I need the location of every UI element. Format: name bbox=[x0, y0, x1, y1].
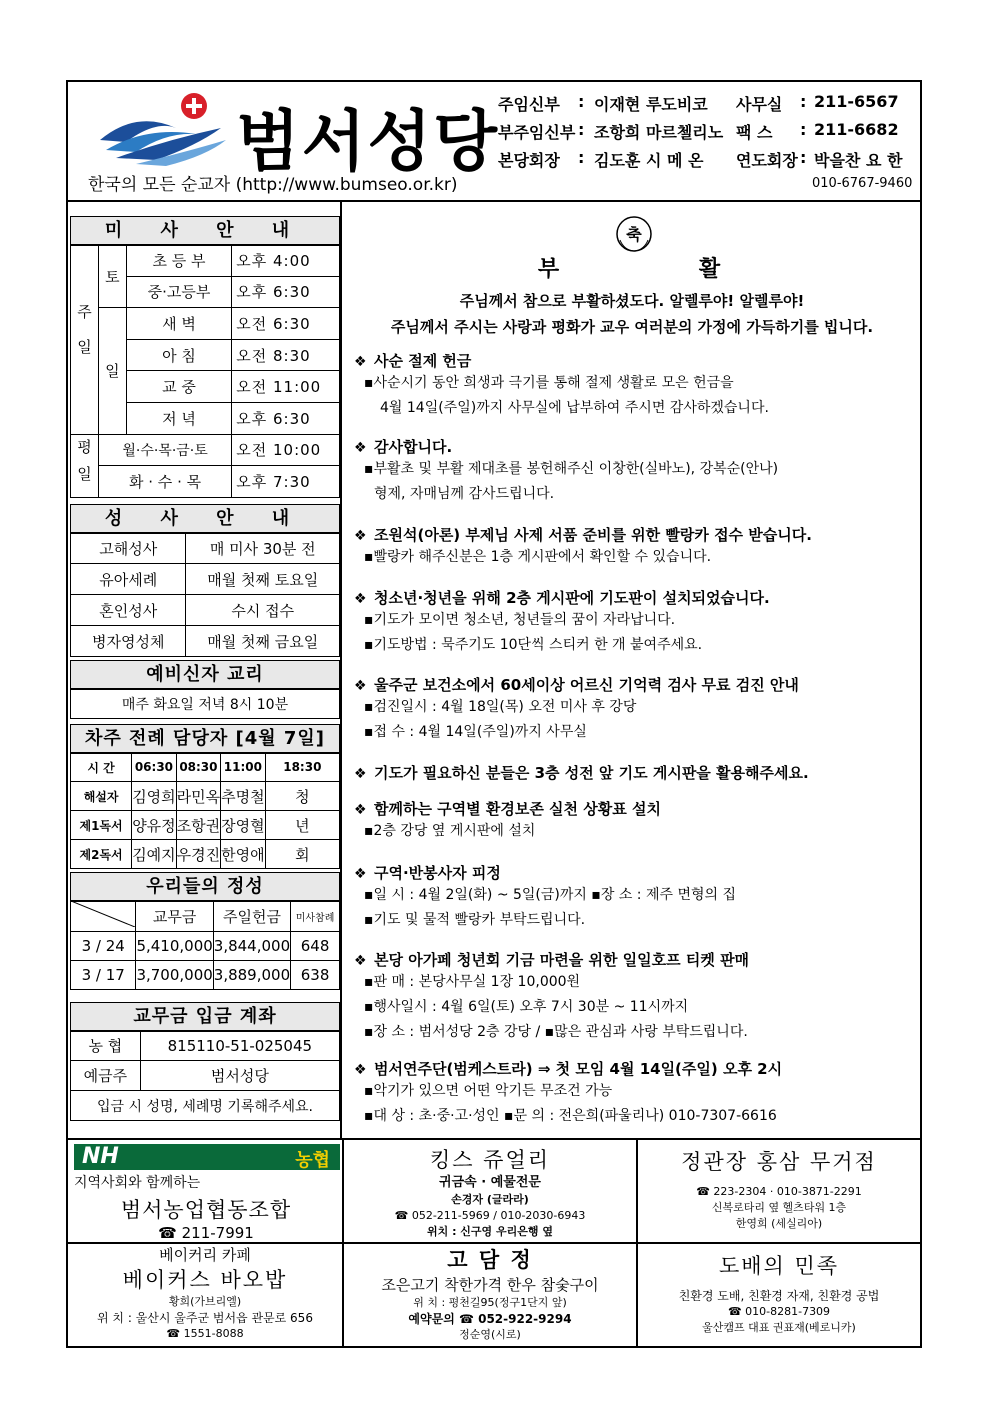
celebration-seal-icon bbox=[614, 214, 654, 254]
kings-name: 킹스 쥬얼리 bbox=[429, 1148, 551, 1172]
notice-heading: 감사합니다. bbox=[374, 438, 453, 456]
ginseng-location: 신복로타리 옆 헬츠타워 1층 bbox=[711, 1201, 847, 1214]
sacrament-value: 매월 첫째 토요일 bbox=[186, 564, 340, 595]
staff-role: 사무실 bbox=[736, 95, 783, 114]
notice-line: ▪기도방법 : 묵주기도 10단씩 스티커 한 개 붙여주세요. bbox=[364, 637, 703, 653]
staff-role: 부주임신부 bbox=[498, 123, 576, 142]
notice-heading: 조원석(아론) 부제님 사제 서품 준비를 위한 빨랑카 접수 받습니다. bbox=[374, 526, 812, 544]
notice-item bbox=[354, 949, 916, 1045]
nh-logo-text: NH bbox=[82, 1144, 119, 1169]
seal-text: 축 bbox=[626, 225, 642, 244]
bank-label: 농 협 bbox=[71, 1031, 141, 1061]
kings-kind: 귀금속 · 예물전문 bbox=[439, 1175, 541, 1190]
staff-name: 김도훈 시 메 온 bbox=[594, 151, 704, 170]
duty-name: 김예지 bbox=[132, 840, 176, 869]
notice-line: 4월 14일(주일)까지 사무실에 납부하여 주시면 감사하겠습니다. bbox=[380, 400, 769, 416]
notice-column bbox=[344, 202, 920, 1138]
staff-role: 본당회장 bbox=[498, 151, 560, 170]
column-header: 교무금 bbox=[136, 901, 213, 932]
mass-time: 오전 10:00 bbox=[232, 434, 340, 466]
table-row bbox=[71, 961, 340, 990]
notice-line: ▪빨랑카 해주신분은 1층 게시판에서 확인할 수 있습니다. bbox=[364, 549, 712, 565]
owner-value: 범서성당 bbox=[140, 1061, 339, 1091]
youth-char: 회 bbox=[265, 840, 339, 869]
staff-value: 211-6682 bbox=[814, 120, 899, 139]
diamond-bullet-icon: ❖ bbox=[354, 528, 367, 544]
table-row bbox=[71, 782, 340, 811]
colon: : bbox=[578, 92, 585, 111]
parish-title: 범서성당 bbox=[236, 103, 500, 180]
duty-name: 양유정 bbox=[132, 811, 176, 840]
godam-name: 고 담 정 bbox=[447, 1247, 533, 1272]
notice-heading: 구역·반봉사자 피정 bbox=[374, 864, 501, 882]
mass-time: 오후 6:30 bbox=[232, 402, 340, 434]
sacrament-value: 매월 첫째 금요일 bbox=[186, 626, 340, 657]
left-column bbox=[68, 202, 342, 1138]
time-cell: 11:00 bbox=[221, 753, 265, 782]
notice-item bbox=[354, 436, 916, 507]
godam-desc: 조은고기 착한가격 한우 참숯구이 bbox=[381, 1276, 599, 1294]
role-label: 제2독서 bbox=[71, 840, 132, 869]
kings-owner: 손경자 (글라라) bbox=[451, 1193, 529, 1206]
notice-line: ▪검진일시 : 4월 18일(목) 오전 미사 후 강당 bbox=[364, 699, 637, 715]
table-row bbox=[71, 932, 340, 961]
column-header: 미사참례 bbox=[291, 901, 340, 932]
staff-value: 211-6567 bbox=[814, 92, 899, 111]
diagonal-cell bbox=[71, 901, 136, 932]
mass-name: 초 등 부 bbox=[126, 245, 231, 277]
diamond-bullet-icon: ❖ bbox=[354, 766, 367, 782]
offering-table bbox=[70, 900, 340, 990]
godam-owner: 정순영(시로) bbox=[459, 1328, 521, 1341]
easter-char: 활 bbox=[698, 257, 727, 282]
colon: : bbox=[800, 148, 807, 167]
notice-line: ▪판 매 : 본당사무실 1장 10,000원 bbox=[364, 974, 581, 990]
duty-name: 라민옥 bbox=[176, 782, 220, 811]
parish-subtitle: 한국의 모든 순교자 (http://www.bumseo.or.kr) bbox=[88, 175, 458, 195]
notice-heading: 기도가 필요하신 분들은 3층 성전 앞 기도 게시판을 활용해주세요. bbox=[374, 764, 809, 782]
notice-heading: 청소년·청년을 위해 2층 게시판에 기도판이 설치되었습니다. bbox=[374, 589, 770, 607]
sacrament-name: 병자영성체 bbox=[71, 626, 186, 657]
easter-char: 부 bbox=[537, 257, 566, 282]
time-cell: 08:30 bbox=[176, 753, 220, 782]
table-row bbox=[71, 753, 340, 782]
notice-item bbox=[354, 350, 916, 421]
saturday-label: 토 bbox=[98, 245, 126, 308]
duty-name: 조항권 bbox=[176, 811, 220, 840]
sacrament-name: 유아세례 bbox=[71, 564, 186, 595]
notice-line: ▪부활초 및 부활 제대초를 봉헌해주신 이창한(실바노), 강복순(안나) bbox=[364, 461, 779, 477]
notice-line: ▪2층 강당 옆 게시판에 설치 bbox=[364, 823, 536, 839]
offering-date: 3 / 24 bbox=[71, 932, 136, 961]
table-row bbox=[71, 595, 340, 626]
notice-line: ▪사순시기 동안 희생과 극기를 통해 절제 생활로 모은 헌금을 bbox=[364, 375, 734, 391]
notice-item bbox=[354, 674, 916, 745]
role-label: 제1독서 bbox=[71, 811, 132, 840]
notice-line: ▪대 상 : 초·중·고·성인 ▪문 의 : 전은희(파울리나) 010-7307-6616 bbox=[364, 1108, 777, 1124]
diamond-bullet-icon: ❖ bbox=[354, 354, 367, 370]
offering-value: 648 bbox=[291, 932, 340, 961]
ad-ginseng bbox=[638, 1140, 920, 1244]
notice-heading: 함께하는 구역별 환경보존 실천 상황표 설치 bbox=[374, 800, 661, 818]
table-row bbox=[71, 1031, 340, 1061]
offering-value: 3,844,000 bbox=[213, 932, 290, 961]
table-row bbox=[71, 901, 340, 932]
notice-item bbox=[354, 762, 916, 783]
nh-tagline: 지역사회와 함께하는 bbox=[74, 1175, 201, 1191]
account-title: 교무금 입금 계좌 bbox=[70, 1002, 340, 1032]
easter-message: 주님께서 참으로 부활하셨도다. 알렐루야! 알렐루야! bbox=[459, 292, 805, 310]
paint-owner: 울산캠프 대표 권표재(베로니카) bbox=[702, 1321, 856, 1334]
weekday-label: 평일 bbox=[71, 434, 99, 497]
account-note: 입금 시 성명, 세례명 기록해주세요. bbox=[71, 1091, 340, 1121]
table-row bbox=[71, 245, 340, 277]
diamond-bullet-icon: ❖ bbox=[354, 591, 367, 607]
day-label: 일 bbox=[98, 308, 126, 434]
table-row bbox=[71, 434, 340, 466]
notice-line: ▪기도 및 물적 빨랑카 부탁드립니다. bbox=[364, 912, 586, 928]
sacrament-value: 수시 접수 bbox=[186, 595, 340, 626]
mass-time: 오후 6:30 bbox=[232, 276, 340, 308]
godam-location: 위 치 : 평천길95(정구1단지 앞) bbox=[413, 1296, 567, 1309]
mass-time: 오전 8:30 bbox=[232, 339, 340, 371]
staff-role: 팩 스 bbox=[736, 123, 773, 142]
ginseng-owner: 한영희 (세실리아) bbox=[735, 1217, 823, 1230]
notice-item bbox=[354, 587, 916, 658]
table-row bbox=[71, 811, 340, 840]
times-label: 시 간 bbox=[71, 753, 132, 782]
offering-value: 638 bbox=[291, 961, 340, 990]
easter-heading bbox=[344, 252, 920, 283]
colon: : bbox=[578, 120, 585, 139]
table-row bbox=[71, 1061, 340, 1091]
duty-name: 추명철 bbox=[221, 782, 265, 811]
account-table bbox=[70, 1030, 340, 1121]
notice-item bbox=[354, 798, 916, 844]
notice-item bbox=[354, 862, 916, 933]
sunday-label: 주일 bbox=[71, 245, 99, 435]
table-row bbox=[71, 626, 340, 657]
staff-name: 이재현 루도비코 bbox=[594, 95, 708, 114]
offering-title: 우리들의 정성 bbox=[70, 872, 340, 902]
mass-time: 오후 4:00 bbox=[232, 245, 340, 277]
diamond-bullet-icon: ❖ bbox=[354, 678, 367, 694]
notice-line: ▪행사일시 : 4월 6일(토) 오후 7시 30분 ~ 11시까지 bbox=[364, 999, 689, 1015]
diamond-bullet-icon: ❖ bbox=[354, 953, 367, 969]
notice-heading: 울주군 보건소에서 60세이상 어르신 기억력 검사 무료 검진 안내 bbox=[374, 676, 799, 694]
sacrament-name: 고해성사 bbox=[71, 533, 186, 564]
notice-line: 형제, 자매님께 감사드립니다. bbox=[374, 486, 555, 502]
bulletin-page bbox=[66, 80, 922, 1348]
ginseng-phone: ☎ 223-2304 · 010-3871-2291 bbox=[696, 1185, 862, 1198]
ad-godam bbox=[344, 1244, 638, 1348]
easter-message: 주님께서 주시는 사랑과 평화가 교우 여러분의 가정에 가득하기를 빕니다. bbox=[390, 318, 874, 336]
duty-name: 장영혈 bbox=[221, 811, 265, 840]
kings-phone: ☎ 052-211-5969 / 010-2030-6943 bbox=[394, 1209, 586, 1222]
offering-value: 3,889,000 bbox=[213, 961, 290, 990]
colon: : bbox=[800, 120, 807, 139]
ginseng-name: 정관장 홍삼 무거점 bbox=[681, 1150, 877, 1174]
nh-phone: ☎ 211-7991 bbox=[158, 1224, 254, 1242]
nh-name: 범서농업협동조합 bbox=[120, 1198, 292, 1222]
notice-line: ▪일 시 : 4월 2일(화) ~ 5일(금)까지 ▪장 소 : 제주 면형의 집 bbox=[364, 887, 737, 903]
mass-name: 화 · 수 · 목 bbox=[98, 466, 231, 498]
youth-char: 청 bbox=[265, 782, 339, 811]
nh-logo-kr: 농협 bbox=[295, 1150, 330, 1171]
bakery-owner: 황희(가브리엘) bbox=[168, 1295, 242, 1308]
ads-area bbox=[68, 1138, 920, 1346]
phone-extra: 010-6767-9460 bbox=[812, 176, 913, 191]
mass-name: 새 벽 bbox=[126, 308, 231, 340]
notice-item bbox=[354, 524, 916, 570]
paint-phone: ☎ 010-8281-7309 bbox=[727, 1305, 831, 1318]
catechism-table bbox=[70, 688, 340, 719]
parish-logo-icon bbox=[96, 90, 236, 170]
bakery-name: 베이커스 바오밥 bbox=[122, 1268, 288, 1292]
notice-line: ▪장 소 : 범서성당 2층 강당 / ▪많은 관심과 사랑 부탁드립니다. bbox=[364, 1024, 748, 1040]
staff-name: 조항희 마르첼리노 bbox=[594, 123, 724, 142]
staff-value: 박을찬 요 한 bbox=[814, 151, 903, 170]
diamond-bullet-icon: ❖ bbox=[354, 440, 367, 456]
table-row bbox=[71, 466, 340, 498]
sacrament-table bbox=[70, 532, 340, 657]
header bbox=[68, 82, 920, 202]
bakery-location: 위 치 : 울산시 울주군 범서읍 관문로 656 bbox=[97, 1311, 313, 1325]
ad-paint bbox=[638, 1244, 920, 1348]
bakery-phone: ☎ 1551-8088 bbox=[166, 1327, 244, 1340]
notice-item bbox=[354, 1058, 916, 1129]
duty-title: 차주 전례 담당자 [4월 7일] bbox=[70, 724, 340, 754]
catechism-text: 매주 화요일 저녁 8시 10분 bbox=[71, 689, 340, 719]
sacrament-value: 매 미사 30분 전 bbox=[186, 533, 340, 564]
table-row bbox=[71, 308, 340, 340]
nh-logo bbox=[74, 1144, 340, 1170]
catechism-title: 예비신자 교리 bbox=[70, 660, 340, 690]
bank-account: 815110-51-025045 bbox=[140, 1031, 339, 1061]
table-row bbox=[71, 564, 340, 595]
duty-name: 김영희 bbox=[132, 782, 176, 811]
role-label: 해설자 bbox=[71, 782, 132, 811]
mass-name: 저 녁 bbox=[126, 402, 231, 434]
column-header: 주일헌금 bbox=[213, 901, 290, 932]
mass-name: 월·수·목·금·토 bbox=[98, 434, 231, 466]
mass-time: 오후 7:30 bbox=[232, 466, 340, 498]
duty-name: 우경진 bbox=[176, 840, 220, 869]
table-row bbox=[71, 840, 340, 869]
notice-heading: 범서연주단(범케스트라) ⇒ 첫 모임 4월 14일(주일) 오후 2시 bbox=[374, 1060, 783, 1078]
godam-phone: 예약문의 ☎ 052-922-9294 bbox=[408, 1312, 572, 1326]
staff-role: 주임신부 bbox=[498, 95, 560, 114]
table-row bbox=[71, 689, 340, 719]
colon: : bbox=[578, 148, 585, 167]
time-cell: 18:30 bbox=[265, 753, 339, 782]
table-row bbox=[71, 1091, 340, 1121]
offering-date: 3 / 17 bbox=[71, 961, 136, 990]
mass-title: 미 사 안 내 bbox=[70, 216, 340, 246]
table-row bbox=[71, 533, 340, 564]
mass-table bbox=[70, 244, 340, 498]
offering-value: 5,410,000 bbox=[136, 932, 213, 961]
colon: : bbox=[800, 92, 807, 111]
youth-char: 년 bbox=[265, 811, 339, 840]
time-cell: 06:30 bbox=[132, 753, 176, 782]
offering-value: 3,700,000 bbox=[136, 961, 213, 990]
mass-name: 중·고등부 bbox=[126, 276, 231, 308]
notice-line: ▪악기가 있으면 어떤 악기든 무조건 가능 bbox=[364, 1083, 613, 1099]
owner-label: 예금주 bbox=[71, 1061, 141, 1091]
sacrament-name: 혼인성사 bbox=[71, 595, 186, 626]
diamond-bullet-icon: ❖ bbox=[354, 802, 367, 818]
mass-name: 교 중 bbox=[126, 371, 231, 403]
diamond-bullet-icon: ❖ bbox=[354, 1062, 367, 1078]
notice-line: ▪접 수 : 4월 14일(주일)까지 사무실 bbox=[364, 724, 587, 740]
ad-nh bbox=[68, 1140, 344, 1244]
duty-table bbox=[70, 752, 340, 869]
staff-role: 연도회장 bbox=[736, 151, 798, 170]
bakery-kind: 베이커리 카페 bbox=[159, 1246, 251, 1264]
sacrament-title: 성 사 안 내 bbox=[70, 504, 340, 534]
ad-kings bbox=[344, 1140, 638, 1244]
mass-time: 오전 6:30 bbox=[232, 308, 340, 340]
paint-desc: 친환경 도배, 친환경 자재, 친환경 공법 bbox=[678, 1289, 880, 1303]
notice-line: ▪기도가 모이면 청소년, 청년들의 꿈이 자라납니다. bbox=[364, 612, 676, 628]
notice-heading: 본당 아가페 청년회 기금 마련을 위한 일일호프 티켓 판매 bbox=[374, 951, 750, 969]
paint-name: 도배의 민족 bbox=[718, 1254, 840, 1278]
notice-heading: 사순 절제 헌금 bbox=[374, 352, 472, 370]
kings-location: 위치 : 신구영 우리은행 옆 bbox=[427, 1225, 553, 1238]
mass-name: 아 침 bbox=[126, 339, 231, 371]
diamond-bullet-icon: ❖ bbox=[354, 866, 367, 882]
ad-bakery bbox=[68, 1244, 344, 1348]
mass-time: 오전 11:00 bbox=[232, 371, 340, 403]
duty-name: 한영애 bbox=[221, 840, 265, 869]
